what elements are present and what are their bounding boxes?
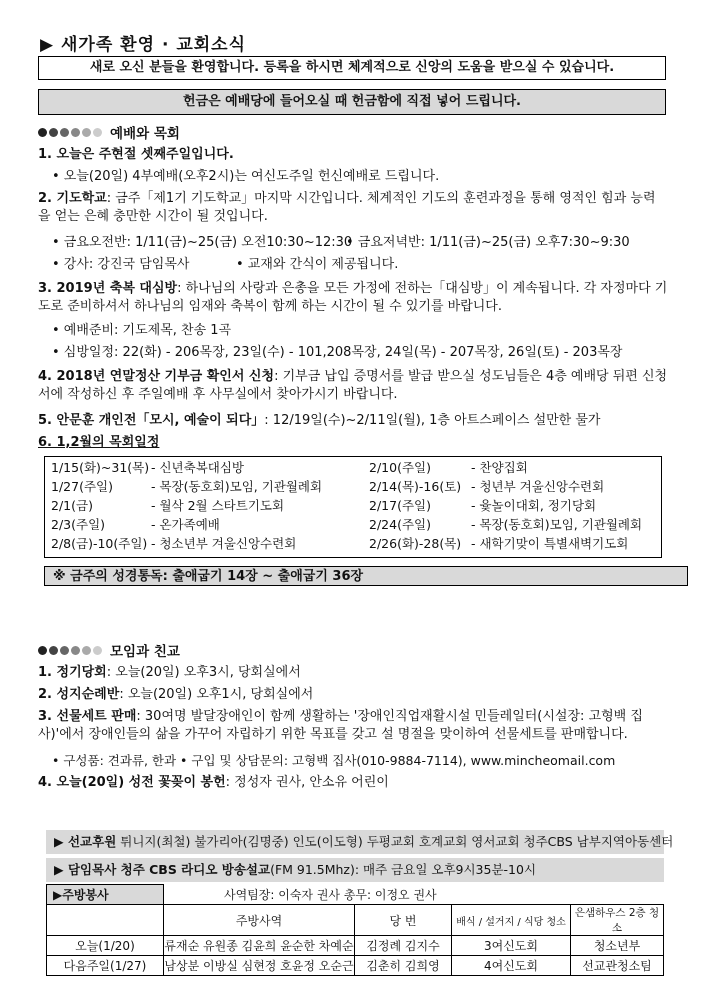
schedule-left-event: - 온가족예배 [151, 517, 220, 532]
worship-item-4-label: 4. 2018년 연말정산 기부금 확인서 신청 [38, 369, 275, 384]
meetings-section-title: 모임과 친교 [110, 644, 180, 660]
schedule-left-event: - 신년축복대심방 [151, 460, 245, 475]
worship-item-5-label: 5. 안문훈 개인전「모시, 예술이 되다」 [38, 413, 265, 428]
meetings-item-3 [38, 708, 668, 744]
meetings-item-3-text: : 30여명 발달장애인이 함께 생활하는 '장애인직업재활시설 민들레일터(시설장: 고형백 집사)'에서 장애인들의 삶을 가꾸어 자립하기 위한 목표를 갖고 설 명절을 맞이하여 선물세트를 판매합니다. [38, 709, 643, 742]
meetings-item-1-label: 1. 정기당회 [38, 665, 107, 680]
table-cell: 다음주일(1/27) [47, 956, 164, 976]
schedule-left-event: - 목장(동호회)모임, 기관월례회 [151, 479, 323, 494]
schedule-right-date: 2/17(주일) [369, 498, 431, 513]
worship-item-6: 6. 1,2월의 목회일정 [38, 435, 160, 450]
offering-banner: 헌금은 예배당에 들어오실 때 헌금함에 직접 넣어 드립니다. [38, 89, 666, 115]
mission-support-band [46, 830, 674, 854]
meetings-item-4-text: : 정성자 권사, 안소유 어린이 [225, 775, 389, 790]
radio-label: ▶ 담임목사 청주 CBS 라디오 방송설교 [54, 862, 271, 877]
table-cell: 김춘히 김희영 [355, 956, 452, 976]
worship-item-2-label: 2. 기도학교 [38, 191, 107, 206]
schedule-right-date: 2/10(주일) [369, 460, 431, 475]
table-row [47, 956, 664, 976]
meetings-item-3-label: 3. 선물세트 판매 [38, 709, 137, 724]
worship-item-1-sub: • 오늘(20일) 4부예배(오후2시)는 여신도주일 헌신예배로 드립니다. [52, 169, 440, 184]
worship-item-4-text: : 기부금 납입 증명서를 발급 받으실 성도님들은 4층 예배당 뒤편 신청서에 작성하신 후 주일예배 후 사무실에서 찾아가시기 바랍니다. [38, 369, 668, 402]
worship-item-3-schedule: • 심방일정: 22(화) - 206목장, 23일(수) - 101,208목장, 24일(목) - 207목장, 26일(토) - 203목장 [52, 345, 623, 360]
schedule-left-date: 1/27(주일) [51, 479, 113, 494]
meetings-section-heading [38, 640, 180, 660]
worship-item-5 [38, 412, 668, 430]
worship-item-5-text: : 12/19일(수)~2/11일(월), 1층 아트스페이스 설만한 물가 [264, 413, 601, 428]
worship-item-2-eve: • 금요저녁반: 1/11(금)~25(금) 오후7:30~9:30 [346, 235, 630, 250]
table-cell: 선교관청소팀 [571, 956, 664, 976]
schedule-right-date: 2/26(화)-28(목) [369, 536, 462, 551]
worship-item-3-label: 3. 2019년 축복 대심방 [38, 281, 178, 296]
table-header-cell: 당 번 [355, 905, 452, 936]
meetings-item-2 [38, 686, 668, 704]
meetings-item-4 [38, 774, 668, 792]
worship-section-heading [38, 122, 180, 142]
schedule-left-date: 2/8(금)-10(주일) [51, 536, 148, 551]
meetings-item-1 [38, 664, 668, 682]
worship-item-1: 1. 오늘은 주현절 셋째주일입니다. [38, 147, 234, 162]
table-header-cell: 은샘하우스 2층 청소 [571, 905, 664, 936]
table-header-cell: 배식 / 설거지 / 식당 청소 [452, 905, 571, 936]
table-header-cell [47, 905, 164, 936]
schedule-right-event: - 청년부 겨울신앙수련회 [471, 479, 605, 494]
table-header-cell: 주방사역 [164, 905, 355, 936]
worship-item-3 [38, 280, 668, 316]
table-cell: 3여신도회 [452, 936, 571, 956]
table-cell: 김정례 김지수 [355, 936, 452, 956]
worship-item-2-day: • 금요오전반: 1/11(금)~25(금) 오전10:30~12:30 [52, 235, 353, 250]
worship-item-2 [38, 190, 668, 226]
dots-icon [38, 646, 102, 655]
schedule-box [44, 456, 662, 558]
worship-item-2-material: • 교재와 간식이 제공됩니다. [236, 257, 399, 272]
welcome-banner: 새로 오신 분들을 환영합니다. 등록을 하시면 체계적으로 신앙의 도움을 받으실 수 있습니다. [38, 56, 666, 80]
kitchen-volunteer-table [46, 884, 664, 976]
schedule-left-date: 2/3(주일) [51, 517, 106, 532]
schedule-right-date: 2/14(목)-16(토) [369, 479, 462, 494]
schedule-left-event: - 월삭 2월 스타트기도회 [151, 498, 285, 513]
worship-item-2-text: : 금주「제1기 기도학교」마지막 시간입니다. 체계적인 기도의 훈련과정을 통해 영적인 힘과 능력을 얻는 은혜 충만한 시간이 될 것입니다. [38, 191, 656, 224]
meetings-item-3-items: • 구성품: 견과류, 한과 • 구입 및 상담문의: 고형백 집사(010-9884-7114), www.mincheomail.com [52, 753, 616, 768]
schedule-right-event: - 윷놀이대회, 정기당회 [471, 498, 597, 513]
schedule-right-date: 2/24(주일) [369, 517, 431, 532]
schedule-left-date: 2/1(금) [51, 498, 93, 513]
table-cell: 4여신도회 [452, 956, 571, 976]
radio-band [46, 858, 664, 882]
schedule-right-event: - 새학기맞이 특별새벽기도회 [471, 536, 629, 551]
table-cell: 청소년부 [571, 936, 664, 956]
radio-frequency: (FM 91.5Mhz) [270, 862, 355, 877]
page-title: ▶ 새가족 환영 · 교회소식 [40, 35, 247, 55]
schedule-left-event: - 청소년부 겨울신앙수련회 [151, 536, 297, 551]
meetings-item-4-label: 4. 오늘(20일) 성전 꽃꽂이 봉헌 [38, 775, 226, 790]
table-cell: 오늘(1/20) [47, 936, 164, 956]
meetings-item-2-label: 2. 성지순례반 [38, 687, 120, 702]
meetings-item-2-text: : 오늘(20일) 오후1시, 당회실에서 [119, 687, 314, 702]
worship-item-3-text: : 하나님의 사랑과 은총을 모든 가정에 전하는「대심방」이 계속됩니다. 각 자정마다 기도로 준비하셔서 하나님의 임재와 축복이 함께 하는 시간이 될 수 있기를 바랍니다. [38, 281, 668, 314]
dots-icon [38, 128, 102, 137]
bible-reading-box: ※ 금주의 성경통독: 출애굽기 14장 ~ 출애굽기 36장 [44, 566, 688, 586]
worship-section-title: 예배와 목회 [110, 126, 180, 142]
schedule-right-event: - 찬양집회 [471, 460, 528, 475]
table-cell: 류재순 유원종 김윤희 윤순한 차예순 [164, 936, 355, 956]
worship-item-3-prep: • 예배준비: 기도제목, 찬송 1곡 [52, 323, 232, 338]
table-row [47, 936, 664, 956]
worship-item-2-lecturer: • 강사: 강진국 담임목사 [52, 257, 190, 272]
radio-time: : 매주 금요일 오후9시35분-10시 [354, 862, 537, 877]
meetings-item-1-text: : 오늘(20일) 오후3시, 당회실에서 [106, 665, 301, 680]
mission-support-text: 튀니지(최철) 불가리아(김명중) 인도(이도형) 두평교회 호계교회 영서교회 청주CBS 남부지역아동센터 [120, 834, 674, 849]
table-cell: 남상분 이방실 심현정 호윤정 오순근 [164, 956, 355, 976]
schedule-left-date: 1/15(화)~31(목) [51, 460, 150, 475]
kitchen-volunteer-leaders: 사역팀장: 이숙자 권사 총무: 이정오 권사 [164, 885, 664, 905]
kitchen-volunteer-label: ▶주방봉사 [47, 885, 164, 905]
schedule-right-event: - 목장(동호회)모임, 기관월례회 [471, 517, 643, 532]
worship-item-4 [38, 368, 668, 404]
mission-support-label: ▶ 선교후원 [54, 834, 117, 849]
